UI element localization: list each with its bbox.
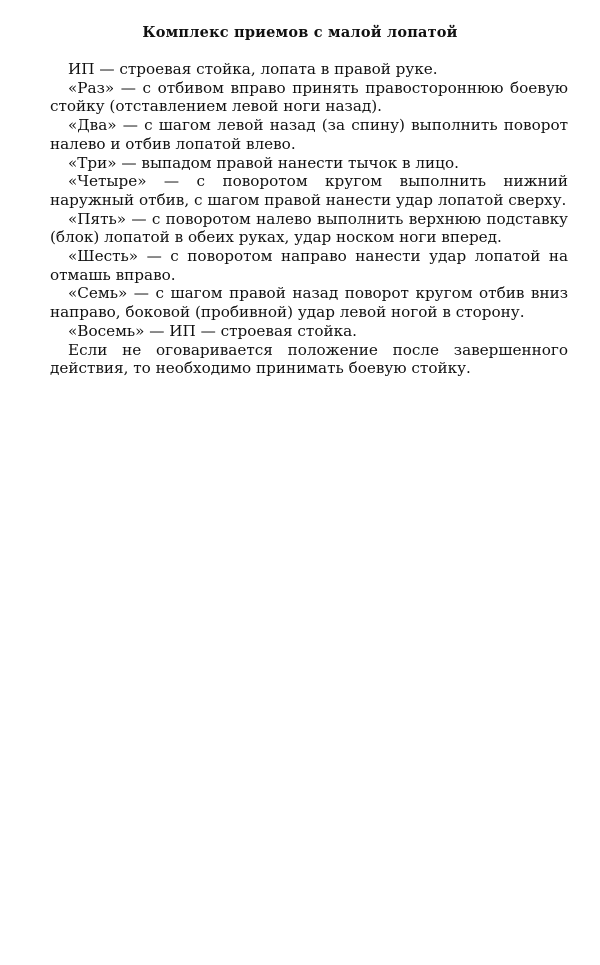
section-body: [50, 60, 568, 378]
paragraph-step-one: «Раз» — с отбивом вправо принять правостороннюю боевую стойку (отставлением левой ноги назад).: [50, 78, 568, 116]
paragraph-step-five: «Пять» — с поворотом налево выполнить верхнюю подставку (блок) лопатой в обеих руках, удар носком ноги вперед.: [50, 209, 568, 247]
paragraph-step-two: «Два» — с шагом левой назад (за спину) выполнить поворот налево и отбив лопатой влево.: [50, 116, 568, 153]
paragraph-step-six: «Шесть» — с поворотом направо нанести удар лопатой на отмашь вправо.: [50, 247, 568, 284]
paragraph-step-eight: «Восемь» — ИП — строевая стойка.: [68, 321, 357, 340]
paragraph-start-position: ИП — строевая стойка, лопата в правой руке.: [68, 60, 438, 78]
paragraph-step-four: «Четыре» — с поворотом кругом выполнить нижний наружный отбив, с шагом правой нанести удар лопатой сверху.: [50, 172, 568, 209]
paragraph-step-seven: «Семь» — с шагом правой назад поворот кругом отбив вниз направо, боковой (пробивной) удар левой ногой в сторону.: [50, 284, 568, 322]
paragraph-step-three: «Три» — выпадом правой нанести тычок в лицо.: [68, 153, 459, 172]
section-title: Комплекс приемов с малой лопатой: [142, 24, 458, 41]
paragraph-note: Если не оговаривается положение после завершенного действия, то необходимо принимать боевую стойку.: [50, 340, 568, 378]
